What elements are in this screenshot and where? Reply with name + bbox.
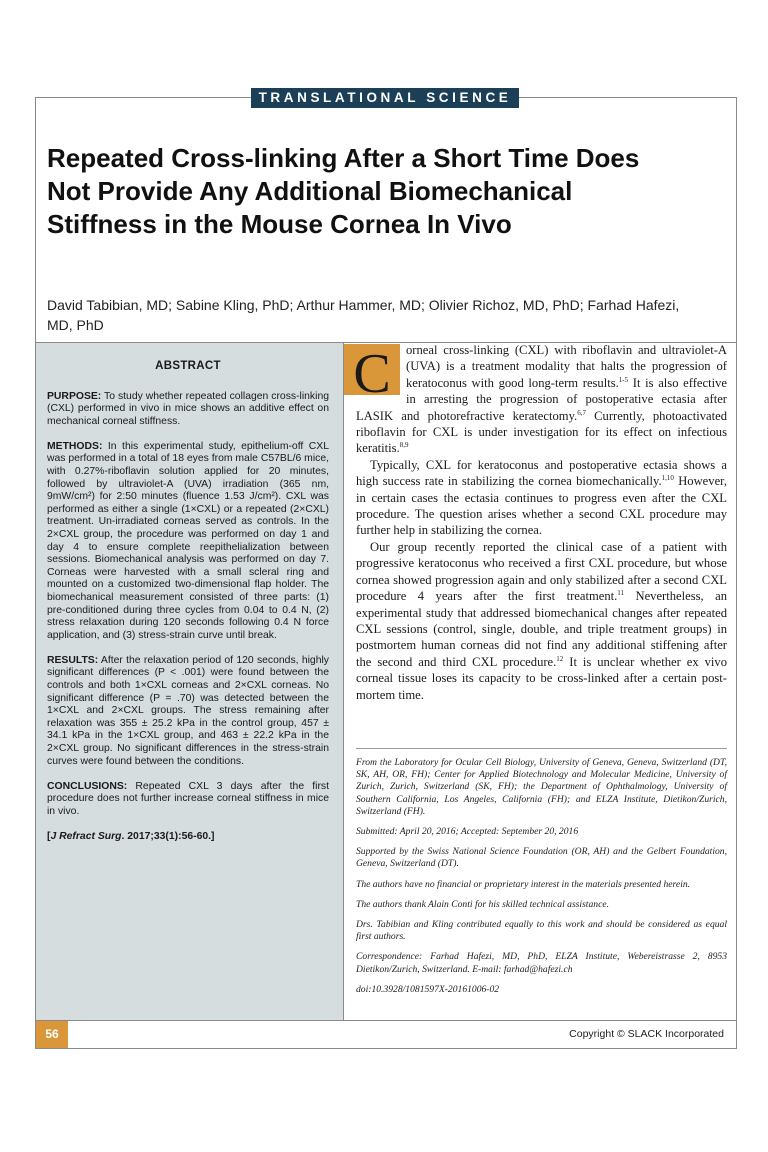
body-paragraph-1 bbox=[356, 342, 727, 457]
abstract-heading: ABSTRACT bbox=[155, 360, 221, 372]
methods-label: METHODS: bbox=[47, 440, 103, 452]
body-text: It is unclear whether ex vivo corneal tissue loses its capacity to be cross-linked after a certain post-mortem time. bbox=[356, 654, 727, 702]
drop-cap: C bbox=[344, 344, 400, 395]
footer-divider bbox=[36, 1020, 736, 1021]
abstract-citation: [J Refract Surg. 2017;33(1):56-60.] bbox=[47, 831, 215, 842]
abstract-panel bbox=[36, 343, 344, 1020]
author-list: David Tabibian, MD; Sabine Kling, PhD; Arthur Hammer, MD; Olivier Richoz, MD, PhD; Farhad Hafezi, MD, PhD bbox=[47, 297, 680, 333]
citation-journal: J Refract Surg bbox=[50, 831, 122, 842]
abstract-methods bbox=[47, 441, 329, 643]
reference-superscript: 6,7 bbox=[577, 408, 586, 417]
acknowledgment: The authors thank Alain Conti for his skilled technical assistance. bbox=[356, 898, 609, 910]
conclusions-label: CONCLUSIONS: bbox=[47, 780, 128, 792]
body-text: Nevertheless, an experimental study that addressed biomechanical changes after repeated CXL sessions (control, single, double, and triple treatment groups) in postmortem human corneas did not find any additional stiffening after the second and third CXL procedure. bbox=[356, 589, 728, 669]
body-text: It is also effective in arresting the progression of postoperative ectasia after LASIK and photorefractive keratectomy. bbox=[356, 375, 727, 423]
section-banner: TRANSLATIONAL SCIENCE bbox=[251, 88, 519, 108]
results-label: RESULTS: bbox=[47, 654, 99, 666]
interest-disclosure: The authors have no financial or proprietary interest in the materials presented herein. bbox=[356, 878, 691, 890]
notes-divider bbox=[356, 748, 727, 749]
abstract-purpose bbox=[47, 391, 329, 429]
correspondence-note: Correspondence: Farhad Hafezi, MD, PhD, ELZA Institute, Webereistrasse 2, 8953 Dietikon/Zurich, Switzerland. E-mail: farhad@hafezi.ch bbox=[356, 951, 727, 975]
body-text: orneal cross-linking (CXL) with riboflavin and ultraviolet-A (UVA) is a treatment modality that halts the progression of keratoconus with good long-term results. bbox=[406, 343, 727, 390]
conclusions-text: Repeated CXL 3 days after the first procedure does not further increase corneal stiffness in mice in vivo. bbox=[47, 780, 329, 817]
abstract-results bbox=[47, 655, 329, 768]
body-paragraph-2 bbox=[356, 457, 727, 539]
reference-superscript: 8,9 bbox=[399, 441, 409, 450]
abstract-conclusions bbox=[47, 781, 329, 819]
citation-details: . 2017;33(1):56-60.] bbox=[121, 831, 215, 842]
affiliation-note: From the Laboratory for Ocular Cell Biology, University of Geneva, Geneva, Switzerland (DT, SK, AH, OR, FH); Center for Applied Biotechnology and Molecular Medicine, University of Zurich, Zurich, Switzerland (SK, FH); the Department of Ophthalmology, University of Southern California, Los Angeles, California (FH); and ELZA Institute, Dietikon/Zurich, Switzerland (FH). bbox=[356, 757, 727, 817]
purpose-text: To study whether repeated collagen cross-linking (CXL) performed in vivo in mice shows an additive effect on mechanical corneal stiffness. bbox=[47, 390, 329, 427]
results-text: After the relaxation period of 120 seconds, highly significant differences (P < .001) were found between the controls and both 1×CXL corneas and 2×CXL corneas. No significant difference (P = .70) was detected between the 1×CXL and 2×CXL groups. The stress remaining after relaxation was 355 ± 25.2 kPa in the control group, 457 ± 34.1 kPa in the 1×CXL group, and 463 ± 22.2 kPa in the 2×CXL group. No significant differences in the stress-strain curves were found between the conditions. bbox=[47, 654, 329, 767]
methods-text: In this experimental study, epithelium-off CXL was performed in a total of 18 eyes from male C57BL/6 mice, with 0.27%-riboflavin solution applied for 20 minutes, followed by ultraviolet-A (UVA) irradiation (365 nm, 9mW/cm²) for 2:50 minutes (fluence 1.53 J/cm²). CXL was performed as either a single (1×CXL) or a repeated (2×CXL) treatment. Un-irradiated corneas served as controls. In the 2×CXL group, the procedure was performed on day 1 and day 4 to ensure complete reepithelialization between sessions. Biomechanical analysis was performed on day 7. Corneas were harvested with a small scleral ring and mounted on a customized two-dimensional flap holder. The biomechanical measurement consisted of three parts: (1) pre-conditioned during three cycles from 0.04 to 0.4 N, (2) stress relaxation during 120 seconds following 0.4 N force application, and (3) stress-strain curve until break. bbox=[47, 440, 329, 641]
equal-contribution-note: Drs. Tabibian and Kling contributed equally to this work and should be considered as equal first authors. bbox=[356, 919, 727, 943]
body-text: Our group recently reported the clinical case of a patient with progressive keratoconus who received a first CXL procedure, but whose cornea showed progression again and only stabilized after a second CXL procedure 4 years after the first treatment. bbox=[356, 539, 727, 604]
article-title: Repeated Cross-linking After a Short Time Does Not Provide Any Additional Biomechanical Stiffness in the Mouse Cornea In Vivo bbox=[47, 143, 640, 239]
doi: doi:10.3928/1081597X-20161006-02 bbox=[356, 983, 500, 995]
body-text: Currently, photoactivated riboflavin for CXL is under investigation for its effect on infectious keratitis. bbox=[356, 408, 728, 456]
reference-superscript: 1,10 bbox=[661, 474, 674, 483]
article-notes bbox=[356, 757, 727, 1004]
purpose-label: PURPOSE: bbox=[47, 390, 102, 402]
reference-superscript: 1-5 bbox=[618, 375, 629, 384]
reference-superscript: 12 bbox=[556, 654, 564, 663]
funding-note: Supported by the Swiss National Science Foundation (OR, AH) and the Gelbert Foundation, Geneva, Switzerland (DT). bbox=[356, 846, 727, 870]
copyright-notice: Copyright © SLACK Incorporated bbox=[569, 1028, 724, 1040]
body-text: Typically, CXL for keratoconus and postoperative ectasia shows a high success rate in stabilizing the cornea biomechanically. bbox=[356, 457, 727, 489]
reference-superscript: 11 bbox=[617, 589, 625, 598]
body-paragraph-3 bbox=[356, 539, 727, 703]
body-text: However, in certain cases the ectasia continues to progress even after the CXL procedure. The question arises whether a second CXL procedure may further help in stabilizing the cornea. bbox=[356, 474, 727, 538]
page-number: 56 bbox=[36, 1021, 68, 1048]
body-text-column bbox=[353, 342, 728, 703]
submission-dates: Submitted: April 20, 2016; Accepted: September 20, 2016 bbox=[356, 826, 579, 838]
